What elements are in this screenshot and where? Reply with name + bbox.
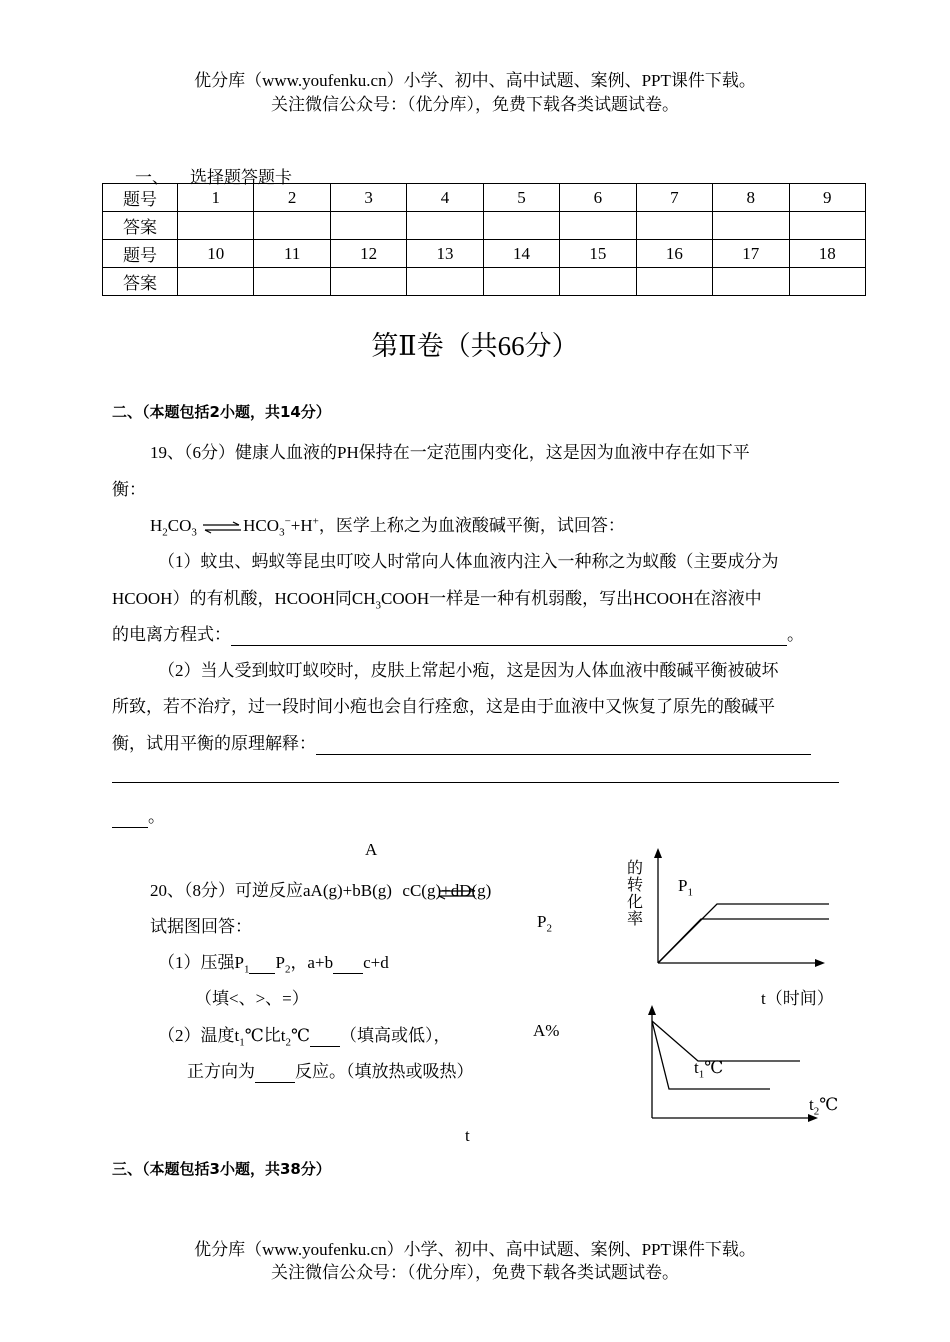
equilibrium-arrow-icon xyxy=(437,887,477,901)
q20-p2-line-2 xyxy=(187,1057,474,1083)
answer-cell[interactable] xyxy=(330,268,406,296)
q19-p1-prompt: 的电离方程式： xyxy=(112,625,231,644)
table-row xyxy=(103,212,866,240)
graph-2-t2-unit: ℃ xyxy=(819,1095,839,1114)
answer-cell[interactable] xyxy=(178,212,254,240)
answer-cell[interactable] xyxy=(713,212,789,240)
q19-p2-answer-blank-1[interactable] xyxy=(316,734,811,755)
answer-cell[interactable] xyxy=(330,212,406,240)
equilibrium-arrow-icon xyxy=(201,520,243,534)
answer-cell[interactable] xyxy=(789,212,866,240)
q20-p2-b: ℃比t xyxy=(244,1026,286,1045)
q19-line-1: 19、（6分）健康人血液的PH保持在一定范围内变化，这是因为血液中存在如下平 xyxy=(150,443,750,462)
q20-label-a: A xyxy=(365,840,378,859)
question-number-cell: 6 xyxy=(560,184,636,212)
graph-1-conversion-chart xyxy=(645,845,830,970)
graph-1-y-axis-arrow xyxy=(654,848,662,858)
q20-p2-blank-1[interactable] xyxy=(310,1026,340,1047)
answer-cell[interactable] xyxy=(254,212,330,240)
part-2-title: 第Ⅱ卷（共66分） xyxy=(371,331,579,361)
eq-h: H xyxy=(150,516,163,535)
q19-p1-line-2b: COOH一样是一种有机弱酸，写出HCOOH在溶液中 xyxy=(381,589,762,608)
graph-1-y-label-char: 率 xyxy=(627,911,644,928)
row-label-answer: 答案 xyxy=(103,268,178,296)
answer-cell[interactable] xyxy=(636,212,712,240)
graph-2-t1-label: $t_1℃$ xyxy=(694,1058,724,1081)
question-number-cell: 17 xyxy=(713,240,789,268)
q20-p1-a: （1）压强P xyxy=(158,953,244,972)
q19-equation: $H_2CO_3$ $HCO_3^-+H^+$，医学上称之为血液酸碱平衡，试回答： xyxy=(150,515,625,539)
eq-h-plus: +H xyxy=(290,516,313,535)
answer-cell[interactable] xyxy=(636,268,712,296)
question-number-cell: 3 xyxy=(330,184,406,212)
q19-p2-end: 。 xyxy=(148,807,165,826)
answer-cell[interactable] xyxy=(483,268,559,296)
graph-1-curve-p1 xyxy=(658,904,829,963)
answer-cell[interactable] xyxy=(560,212,636,240)
answer-cell[interactable] xyxy=(483,212,559,240)
q20-line-1b: cC(g)+dD(g) xyxy=(402,881,492,900)
q19-line-2: 衡： xyxy=(112,480,146,499)
q20-p2-a: （2）温度t xyxy=(158,1026,240,1045)
graph-2-t2-label: $t_2℃$ xyxy=(809,1095,839,1118)
answer-cell[interactable] xyxy=(407,212,483,240)
answer-card-section-number: 一、 xyxy=(135,168,169,187)
q19-p2-prompt: 衡，试用平衡的原理解释： xyxy=(112,734,316,753)
graph-1-p2-label: $P_2$ xyxy=(537,912,552,935)
graph-1-x-label: t（时间） xyxy=(761,989,834,1008)
question-number-cell: 11 xyxy=(254,240,330,268)
section-2-heading: 二、（本题包括2小题，共14分） xyxy=(112,403,331,421)
graph-1-p1-text: P xyxy=(678,876,688,895)
eq-tail: ，医学上称之为血液酸碱平衡，试回答： xyxy=(318,516,625,535)
q20-p1-d: c+d xyxy=(363,953,389,972)
q20-p1-c: ，a+b xyxy=(290,953,334,972)
q20-p1-hint: （填<、>、=） xyxy=(195,989,309,1008)
question-number-cell: 8 xyxy=(713,184,789,212)
question-number-cell: 14 xyxy=(483,240,559,268)
question-number-cell: 4 xyxy=(407,184,483,212)
question-number-cell: 2 xyxy=(254,184,330,212)
graph-2-curve-t1 xyxy=(652,1021,800,1061)
graph-1-y-label-char: 转 xyxy=(627,877,644,894)
section-3-heading: 三、（本题包括3小题，共38分） xyxy=(112,1160,331,1178)
graph-1-y-label-char: 化 xyxy=(627,894,644,911)
q20-label-t: t xyxy=(465,1126,470,1145)
graph-1-p2-text: P xyxy=(537,912,547,931)
graph-1-y-label xyxy=(627,860,645,928)
header-line-2: 关注微信公众号：（优分库），免费下载各类试题试卷。 xyxy=(271,95,679,114)
question-number-cell: 5 xyxy=(483,184,559,212)
q19-p1-answer-blank[interactable] xyxy=(231,625,787,646)
row-label-question: 题号 xyxy=(103,184,178,212)
header-line-1: 优分库（www.youfenku.cn）小学、初中、高中试题、案例、PPT课件下载。 xyxy=(194,71,756,90)
question-number-cell: 10 xyxy=(178,240,254,268)
q20-p2-blank-2[interactable] xyxy=(255,1062,295,1083)
q19-p1-end: 。 xyxy=(787,625,804,644)
question-number-cell: 7 xyxy=(636,184,712,212)
q19-p2-line-1: （2）当人受到蚊叮蚁咬时，皮肤上常起小疱，这是因为人体血液中酸碱平衡被破坏 xyxy=(158,661,779,680)
row-label-question: 题号 xyxy=(103,240,178,268)
graph-2-y-label: A% xyxy=(533,1021,560,1040)
row-label-answer: 答案 xyxy=(103,212,178,240)
answer-cell[interactable] xyxy=(407,268,483,296)
q20-p1-blank-1[interactable] xyxy=(249,953,275,974)
q19-p1-line-2: HCOOH）的有机酸，HCOOH同$CH_3COOH$一样是一种有机弱酸，写出HCOOH在溶液中 xyxy=(112,589,762,612)
q19-p2-line-3 xyxy=(112,729,811,755)
question-number-cell: 15 xyxy=(560,240,636,268)
question-number-cell: 1 xyxy=(178,184,254,212)
answer-cell[interactable] xyxy=(178,268,254,296)
eq-hco3: HCO xyxy=(243,516,280,535)
question-number-cell: 16 xyxy=(636,240,712,268)
footer-line-2: 关注微信公众号：（优分库），免费下载各类试题试卷。 xyxy=(271,1263,679,1282)
graph-2-t2-text: t xyxy=(809,1095,814,1114)
graph-1-x-axis-arrow xyxy=(815,959,825,967)
table-row xyxy=(103,240,866,268)
q19-p2-answer-blank-2[interactable] xyxy=(112,782,839,783)
answer-cell[interactable] xyxy=(254,268,330,296)
question-number-cell: 12 xyxy=(330,240,406,268)
q20-p2-line-2a: 正方向为 xyxy=(187,1062,255,1081)
graph-2-y-axis-arrow xyxy=(648,1005,656,1015)
q19-p2-line-2: 所致，若不治疗，过一段时间小疱也会自行痊愈，这是由于血液中又恢复了原先的酸碱平 xyxy=(112,697,775,716)
q20-line-1a: 20、（8分）可逆反应aA(g)+bB(g) xyxy=(150,881,392,900)
table-row xyxy=(103,184,866,212)
q19-p1-line-1: （1）蚊虫、蚂蚁等昆虫叮咬人时常向人体血液内注入一种称之为蚁酸（主要成分为 xyxy=(158,552,779,571)
graph-1-curve-p2 xyxy=(658,919,829,963)
graph-2-t1-text: t xyxy=(694,1058,699,1077)
graph-1-p1-label: $P_1$ xyxy=(678,876,693,899)
graph-2-percent-chart xyxy=(642,1003,824,1125)
graph-2-t1-unit: ℃ xyxy=(704,1058,724,1077)
q19-p2-answer-blank-3[interactable] xyxy=(112,807,148,828)
answer-cell[interactable] xyxy=(560,268,636,296)
question-number-cell: 18 xyxy=(789,240,866,268)
table-row xyxy=(103,268,866,296)
question-number-cell: 13 xyxy=(407,240,483,268)
q20-p2-line-2b: 反应。（填放热或吸热） xyxy=(295,1062,474,1081)
answer-card-table xyxy=(102,183,866,296)
answer-cell[interactable] xyxy=(789,268,866,296)
answer-card-title: 选择题答题卡 xyxy=(190,168,292,187)
answer-cell[interactable] xyxy=(713,268,789,296)
q20-p1-blank-2[interactable] xyxy=(333,953,363,974)
q20-p2: （2）温度$t_1℃$比$t_2℃$ （填高或低）， xyxy=(158,1026,451,1049)
q20-p2-c: ℃ xyxy=(290,1026,311,1045)
q19-p2-line-5 xyxy=(112,802,165,828)
q20-p1: （1）压强$P_1$ $P_2$，a+b c+d xyxy=(158,953,389,976)
eq-co3: CO xyxy=(167,516,192,535)
q19-p1-line-2a: HCOOH）的有机酸，HCOOH同CH xyxy=(112,589,376,608)
q20-p2-d: （填高或低）， xyxy=(340,1026,451,1045)
q20-line-2: 试据图回答： xyxy=(150,917,252,936)
question-number-cell: 9 xyxy=(789,184,866,212)
q20-p1-b: P xyxy=(275,953,285,972)
q19-p1-line-3 xyxy=(112,620,804,646)
graph-1-y-label-char: 的 xyxy=(627,860,644,877)
footer-line-1: 优分库（www.youfenku.cn）小学、初中、高中试题、案例、PPT课件下载。 xyxy=(194,1240,756,1259)
